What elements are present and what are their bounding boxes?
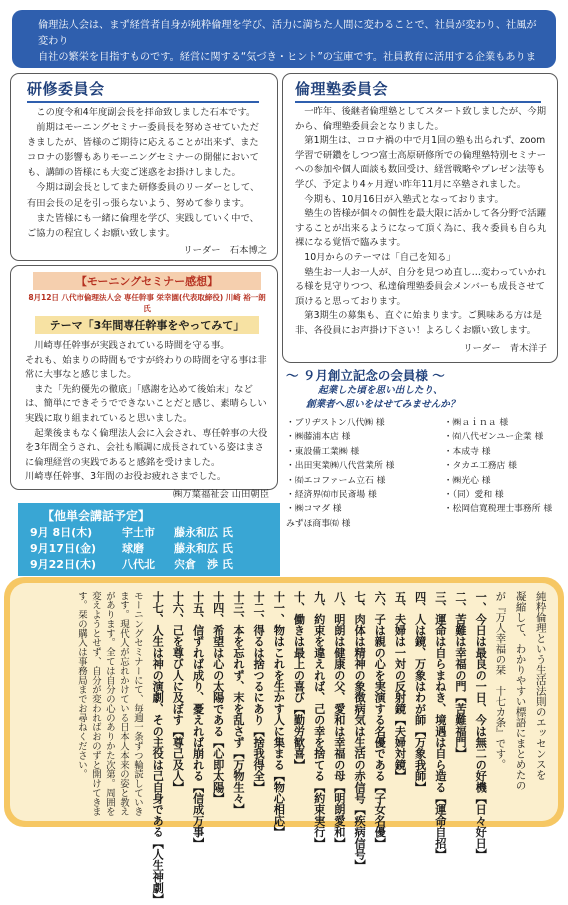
lecture-row bbox=[30, 525, 268, 540]
creed-item-ref: 【子女名優】 bbox=[373, 781, 387, 849]
creed-columns bbox=[20, 591, 548, 905]
creed-item-text: 六、子は親の心を実演する名優である bbox=[373, 591, 387, 782]
creed-item-ref: 【心即太陽】 bbox=[211, 736, 225, 804]
creed-item-ref: 【夫婦対鏡】 bbox=[393, 714, 407, 782]
training-paragraph: この度令和4年度副会長を拝命致しました石本です。 bbox=[36, 107, 256, 118]
creed-item-text: 十五、信ずれば成り、憂えれば崩れる bbox=[191, 591, 205, 782]
creed-item bbox=[473, 591, 488, 860]
creed-item-ref: 【人生神劇】 bbox=[151, 837, 165, 905]
creed-item-ref: 【苦難福門】 bbox=[454, 691, 467, 760]
lecture-date: 9月 8日(木) bbox=[30, 526, 93, 539]
creed-item bbox=[150, 591, 165, 905]
lecture-row bbox=[30, 557, 268, 572]
lecture-date: 9月22日(木) bbox=[30, 558, 97, 572]
creed-item bbox=[392, 591, 406, 813]
lecture-place: 八代北 bbox=[122, 558, 155, 572]
creed-item-ref: 【疾病信号】 bbox=[353, 803, 367, 872]
morning-subheader: 8月12日 八代市倫理法人会 専任幹事 栄幸園(代表取締役) 川崎 裕一朗氏 bbox=[28, 293, 266, 313]
creed-item-ref: 【明朗愛和】 bbox=[332, 781, 346, 849]
juku-paragraph: 一昨年、後継者倫理塾としてスタート致しましたが、今期から、倫理塾委員会となりました。 bbox=[295, 106, 547, 132]
juku-signature: リーダー 青木洋子 bbox=[463, 342, 547, 354]
creed-item-text: 五、夫婦は一対の反射鏡 bbox=[393, 591, 407, 715]
creed-item-ref: 【万物生々】 bbox=[231, 747, 245, 816]
creed-item-text: 八、明朗は健康の父、愛和は幸福の母 bbox=[332, 591, 346, 782]
training-paragraph: 前期はモーニングセミナー委員長を努めさせていただきましたが、皆様のご期待に応えることが出来ず、またコロナの影響もありモーニングセミナーの開催においても、講師の皆様にも大変ご迷惑をお掛けしました。 bbox=[27, 122, 259, 179]
member-item: ・松岡信寛税理士事務所 様 bbox=[443, 504, 553, 515]
juku-title: 倫理塾委員会 bbox=[295, 80, 389, 98]
creed-item bbox=[372, 591, 387, 849]
creed-item bbox=[251, 591, 265, 813]
member-item bbox=[444, 517, 558, 531]
member-list bbox=[286, 416, 558, 531]
morning-header: 【モーニングセミナー感想】 bbox=[33, 272, 261, 290]
member-item: ・㈲八代ゼンユー企業 様 bbox=[443, 432, 544, 443]
lecture-place: 宇土市 bbox=[122, 526, 155, 539]
lecture-date: 9月17日(金) bbox=[30, 542, 97, 556]
juku-paragraph: 今期も、10月16日が入塾式となっております。 bbox=[304, 193, 504, 205]
member-item: ・㈲エコファーム立石 様 bbox=[286, 475, 386, 486]
creed-item bbox=[332, 591, 346, 849]
creed-item bbox=[352, 591, 367, 872]
creed-item-ref: 【日々好日】 bbox=[474, 792, 488, 860]
creed-item bbox=[271, 591, 286, 838]
banner-line-1: 倫理法人会は、まず経営者自身が純粋倫理を学び、活力に満ちた人間に変わることで、社員が変わり、社風が変わり bbox=[38, 20, 537, 47]
member-item: ・（同）愛和 様 bbox=[443, 490, 504, 501]
creed-item-text: 十七、人生は神の演劇、その主役は己自身である bbox=[151, 591, 165, 838]
lecture-schedule bbox=[18, 503, 280, 576]
anniversary-title: ～ ９月創立記念の会員様 ～ bbox=[286, 368, 445, 383]
creed-item-text: 三、運命は自らまねき、境遇は自ら造る bbox=[433, 591, 447, 793]
banner-line-2: 自社の繁栄を目指すものです。経営に関する“気づき・ヒント”の宝庫です。社員教育に活用する企業もありま bbox=[38, 52, 536, 63]
creed-item-ref: 【物心相応】 bbox=[272, 770, 286, 838]
anniversary-members bbox=[286, 366, 558, 531]
creed-item bbox=[433, 591, 447, 860]
member-item: ・タカエ工務店 様 bbox=[443, 461, 517, 472]
creed-intro: 純粋倫理という生活法則のエッセンスを bbox=[534, 591, 547, 780]
training-title: 研修委員会 bbox=[27, 80, 105, 98]
creed-item-text: 十四、希望は心の太陽である bbox=[211, 591, 225, 737]
creed-item-ref: 【信成万事】 bbox=[191, 781, 205, 849]
member-item: ・㈱光心 様 bbox=[443, 475, 491, 486]
member-item: みずほ商事㈲ 様 bbox=[286, 518, 351, 529]
creed-item bbox=[312, 591, 326, 849]
creed-item bbox=[211, 591, 225, 813]
lecture-speaker: 藤永和広 氏 bbox=[174, 542, 233, 556]
training-paragraph: 今期は副会長としてまた研修委員のリーダーとして、有田会長の足を引っ張らないよう、努めて参ります。 bbox=[27, 182, 260, 209]
intro-banner bbox=[12, 10, 556, 68]
lecture-speaker: 藤永和広 氏 bbox=[174, 526, 233, 539]
creed-item-text: 四、人は鏡、万象はわが師 bbox=[413, 591, 427, 726]
member-item: ・ブリヂストン八代㈱ 様 bbox=[286, 418, 385, 428]
creed-panel bbox=[4, 577, 564, 905]
creed-item-text: 二、苦難は幸福の門 bbox=[454, 591, 467, 692]
member-item: ・東設備工業㈱ 様 bbox=[286, 446, 360, 457]
juku-paragraph: 第1期生は、コロナ禍の中で月1回の塾も出られず、zoom学習で研鑽をしつつ富士高原研修所での倫理塾特別セミナーへの参加や個人面談も数回受け、経営戦略やプレゼン法等も学び、予定より4ヶ月遅い昨年11月に卒塾されました。 bbox=[295, 135, 547, 190]
creed-item bbox=[231, 591, 245, 816]
creed-item bbox=[170, 591, 184, 813]
juku-paragraph: 10月からのテーマは「自己を知る」 bbox=[304, 251, 456, 263]
member-item: ・本成寺 様 bbox=[443, 446, 491, 457]
member-item: ・㈱藤浦本店 様 bbox=[286, 432, 351, 443]
creed-item-text: 十一、物はこれを生かす人に集まる bbox=[272, 591, 286, 771]
lecture-title: 【他単会講話予定】 bbox=[42, 509, 151, 523]
juku-paragraph: 第3期生の募集も、直ぐに始まります。ご興味ある方は是非、各役員にお声掛け下さい！よろしくお願い致します。 bbox=[295, 310, 542, 336]
lecture-place: 球磨 bbox=[122, 542, 144, 556]
member-item: ・出田実業㈱八代営業所 様 bbox=[286, 461, 395, 472]
morning-paragraph: また「先約優先の徹底」「感謝を込めて後始末」などは、簡単にできそうでできないことだと感じ、素晴らしい実践に取り組まれていると思いました。 bbox=[25, 383, 267, 424]
creed-item bbox=[292, 591, 306, 813]
creed-item-text: 一、今日は最良の一日、今は無二の好機 bbox=[474, 591, 488, 793]
creed-item-ref: 【万象我師】 bbox=[413, 725, 427, 793]
creed-item-text: 九、約束を違えれば、己の幸を捨てる bbox=[312, 591, 326, 782]
morning-paragraph: 川崎専任幹事が実践されている時間を守る事。 bbox=[34, 340, 230, 351]
creed-item bbox=[413, 591, 427, 813]
training-paragraph: また皆様にも一緒に倫理を学び、実践していく中で、ご協力の程宜しくお願い致します。 bbox=[27, 212, 259, 239]
creed-item-text: 十、働きは最上の喜び bbox=[292, 591, 306, 703]
morning-paragraph: 起業後まもなく倫理法人会に入会され、専任幹事の大役を3年間全うされ、会社も順調に成長されている姿はまさに倫理経営の実践であると感銘を受けました。 bbox=[25, 427, 268, 468]
morning-signature: ㈱万葉福祉会 山田朝臣 bbox=[173, 488, 269, 500]
juku-title-rule bbox=[295, 101, 541, 103]
juku-committee-box bbox=[282, 73, 558, 363]
creed-item-ref: 【捨我得全】 bbox=[252, 725, 266, 793]
lecture-speaker: 宍倉 渉 氏 bbox=[174, 558, 233, 572]
creed-item-ref: 【約束実行】 bbox=[312, 781, 326, 849]
anniversary-subtitle: 起業した頃を思い出したり、 bbox=[318, 385, 443, 396]
morning-seminar-box bbox=[10, 265, 278, 500]
creed-item-ref: 【尊己及人】 bbox=[171, 725, 185, 793]
creed-item-text: 十六、己を尊び人に及ぼす bbox=[171, 591, 185, 726]
training-signature: リーダー 石本博之 bbox=[183, 244, 267, 256]
lecture-row bbox=[30, 541, 268, 556]
creed-item-text: 十三、本を忘れず、末を乱さず bbox=[231, 591, 245, 748]
morning-paragraph: それも、始まりの時間もですが終わりの時間を守る事は非常に大事なと感じました。 bbox=[25, 354, 267, 381]
morning-theme: テーマ「3年間専任幹事をやってみて」 bbox=[35, 316, 259, 334]
member-item: ・㈱ａｉｎａ 様 bbox=[443, 418, 509, 428]
juku-paragraph: 塾生の皆様が個々の個性を最大限に活かして各分野で活躍することが出来るようになって頂く為に、我々委員も自ら丸裸になる覚悟で臨みます。 bbox=[295, 208, 547, 249]
creed-outro: モーニングセミナーにて、毎週一条ずつ輪読していきます。現代人が忘れかけている日本人本来の姿と教えがあります。全ては自分の心のありかた次第。周囲を変えようとせず、自分が変わればおのずと開けてきます。栞の購入は事務局までお尋ねください。 bbox=[76, 591, 143, 817]
creed-intro: 凝縮して、わかりやすい標語にまとめたの bbox=[514, 591, 527, 791]
creed-inner bbox=[10, 583, 558, 905]
creed-item-ref: 【運命自招】 bbox=[433, 792, 447, 860]
training-committee-box bbox=[10, 73, 278, 261]
juku-paragraph: 塾生お一人お一人が、自分を見つめ直し…変わっていかれる様を見守りつつ、私達倫理塾委員会メンバーも成長させて頂けると思っております。 bbox=[295, 266, 546, 307]
member-item: ・㈱コマダ 様 bbox=[286, 504, 342, 515]
training-title-rule bbox=[27, 101, 259, 103]
anniversary-subtitle: 創業者へ思いをはせてみませんか？ bbox=[306, 399, 460, 410]
member-item: ・経済界㈲市民斎場 様 bbox=[286, 490, 377, 501]
creed-item-ref: 【勤労歓喜】 bbox=[292, 703, 306, 771]
creed-item bbox=[453, 591, 467, 813]
creed-item-text: 七、肉体は精神の象徴病気は生活の赤信号 bbox=[353, 591, 367, 804]
creed-item bbox=[191, 591, 205, 849]
morning-paragraph: 川崎専任幹事、3年間のお役お疲れさまでした。 bbox=[25, 471, 227, 483]
creed-intro: が『万人幸福の栞 十七カ条』です。 bbox=[494, 591, 507, 770]
creed-item-text: 十二、得るは捨つるにあり bbox=[252, 591, 266, 726]
